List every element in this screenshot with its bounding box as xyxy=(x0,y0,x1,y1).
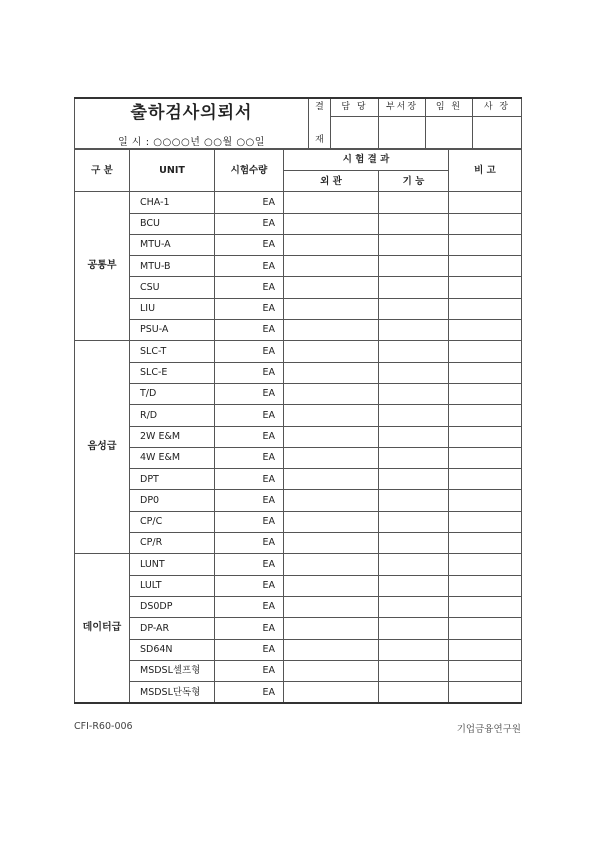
table-row xyxy=(75,234,522,255)
sign-box-dept-head[interactable] xyxy=(379,117,426,149)
qty-cell[interactable]: EA xyxy=(215,618,284,639)
note-cell[interactable] xyxy=(449,596,522,617)
function-result-cell[interactable] xyxy=(379,383,449,404)
group-label: 데이터급 xyxy=(75,554,130,704)
table-row xyxy=(75,298,522,319)
qty-cell[interactable]: EA xyxy=(215,533,284,554)
note-cell[interactable] xyxy=(449,682,522,704)
col-header-qty: 시험수량 xyxy=(215,150,284,192)
unit-name: 4W E&M xyxy=(130,447,215,468)
unit-name: SLC-T xyxy=(130,341,215,362)
qty-cell[interactable]: EA xyxy=(215,660,284,681)
exterior-result-cell[interactable] xyxy=(284,341,379,362)
form-header xyxy=(74,97,522,149)
table-row xyxy=(75,618,522,639)
qty-cell[interactable]: EA xyxy=(215,447,284,468)
exterior-result-cell[interactable] xyxy=(284,618,379,639)
function-result-cell[interactable] xyxy=(379,554,449,575)
approver-executive: 임 원 xyxy=(426,98,473,117)
function-result-cell[interactable] xyxy=(379,682,449,704)
col-header-note: 비 고 xyxy=(449,150,522,192)
table-row xyxy=(75,511,522,532)
organization-name: 기업금융연구원 xyxy=(456,724,521,735)
unit-name: T/D xyxy=(130,383,215,404)
title-cell xyxy=(75,98,309,149)
unit-name: R/D xyxy=(130,405,215,426)
note-cell[interactable] xyxy=(449,490,522,511)
note-cell[interactable] xyxy=(449,639,522,660)
qty-cell[interactable]: EA xyxy=(215,639,284,660)
unit-name: CP/R xyxy=(130,533,215,554)
note-cell[interactable] xyxy=(449,469,522,490)
qty-cell[interactable]: EA xyxy=(215,426,284,447)
table-row xyxy=(75,192,522,213)
table-row xyxy=(75,533,522,554)
qty-cell[interactable]: EA xyxy=(215,511,284,532)
exterior-result-cell[interactable] xyxy=(284,234,379,255)
table-row xyxy=(75,596,522,617)
exterior-result-cell[interactable] xyxy=(284,426,379,447)
function-result-cell[interactable] xyxy=(379,533,449,554)
function-result-cell[interactable] xyxy=(379,256,449,277)
table-row xyxy=(75,554,522,575)
table-row xyxy=(75,426,522,447)
note-cell[interactable] xyxy=(449,383,522,404)
approval-label xyxy=(309,98,331,149)
exterior-result-cell[interactable] xyxy=(284,575,379,596)
exterior-result-cell[interactable] xyxy=(284,383,379,404)
function-result-cell[interactable] xyxy=(379,618,449,639)
exterior-result-cell[interactable] xyxy=(284,277,379,298)
function-result-cell[interactable] xyxy=(379,405,449,426)
function-result-cell[interactable] xyxy=(379,596,449,617)
group-label: 공통부 xyxy=(75,192,130,341)
qty-cell[interactable]: EA xyxy=(215,682,284,704)
unit-name: LUNT xyxy=(130,554,215,575)
table-row xyxy=(75,277,522,298)
note-cell[interactable] xyxy=(449,426,522,447)
unit-name: CSU xyxy=(130,277,215,298)
note-cell[interactable] xyxy=(449,660,522,681)
approval-label-bottom: 재 xyxy=(315,134,324,145)
qty-cell[interactable]: EA xyxy=(215,362,284,383)
approver-president: 사 장 xyxy=(473,98,522,117)
note-cell[interactable] xyxy=(449,234,522,255)
qty-cell[interactable]: EA xyxy=(215,554,284,575)
exterior-result-cell[interactable] xyxy=(284,682,379,704)
qty-cell[interactable]: EA xyxy=(215,405,284,426)
unit-name: MTU-A xyxy=(130,234,215,255)
exterior-result-cell[interactable] xyxy=(284,533,379,554)
unit-name: BCU xyxy=(130,213,215,234)
unit-name: DP-AR xyxy=(130,618,215,639)
note-cell[interactable] xyxy=(449,256,522,277)
unit-name: SD64N xyxy=(130,639,215,660)
unit-name: LIU xyxy=(130,298,215,319)
function-result-cell[interactable] xyxy=(379,575,449,596)
qty-cell[interactable]: EA xyxy=(215,192,284,213)
note-cell[interactable] xyxy=(449,405,522,426)
table-row xyxy=(75,490,522,511)
table-row xyxy=(75,405,522,426)
function-result-cell[interactable] xyxy=(379,341,449,362)
function-result-cell[interactable] xyxy=(379,469,449,490)
function-result-cell[interactable] xyxy=(379,298,449,319)
sign-box-executive[interactable] xyxy=(426,117,473,149)
qty-cell[interactable]: EA xyxy=(215,490,284,511)
function-result-cell[interactable] xyxy=(379,660,449,681)
approval-label-top: 결 xyxy=(315,101,324,112)
qty-cell[interactable]: EA xyxy=(215,575,284,596)
approver-staff: 담 당 xyxy=(331,98,379,117)
table-row xyxy=(75,383,522,404)
exterior-result-cell[interactable] xyxy=(284,298,379,319)
qty-cell[interactable]: EA xyxy=(215,213,284,234)
table-row xyxy=(75,682,522,704)
qty-cell[interactable]: EA xyxy=(215,277,284,298)
note-cell[interactable] xyxy=(449,192,522,213)
unit-name: CP/C xyxy=(130,511,215,532)
function-result-cell[interactable] xyxy=(379,490,449,511)
exterior-result-cell[interactable] xyxy=(284,447,379,468)
exterior-result-cell[interactable] xyxy=(284,511,379,532)
unit-name: PSU-A xyxy=(130,320,215,341)
table-row xyxy=(75,213,522,234)
unit-name: MTU-B xyxy=(130,256,215,277)
function-result-cell[interactable] xyxy=(379,234,449,255)
qty-cell[interactable]: EA xyxy=(215,383,284,404)
unit-name: MSDSL셀프형 xyxy=(130,660,215,681)
qty-cell[interactable]: EA xyxy=(215,320,284,341)
function-result-cell[interactable] xyxy=(379,213,449,234)
table-row xyxy=(75,575,522,596)
exterior-result-cell[interactable] xyxy=(284,490,379,511)
note-cell[interactable] xyxy=(449,511,522,532)
table-row xyxy=(75,447,522,468)
unit-name: 2W E&M xyxy=(130,426,215,447)
date-line: 일 시 : ○○○○년 ○○월 ○○일 xyxy=(118,137,265,148)
note-cell[interactable] xyxy=(449,341,522,362)
col-header-unit: UNIT xyxy=(130,150,215,192)
unit-name: LULT xyxy=(130,575,215,596)
sign-box-staff[interactable] xyxy=(331,117,379,149)
table-row xyxy=(75,660,522,681)
qty-cell[interactable]: EA xyxy=(215,298,284,319)
note-cell[interactable] xyxy=(449,533,522,554)
document-title: 출하검사의뢰서 xyxy=(130,103,253,123)
unit-name: CHA-1 xyxy=(130,192,215,213)
function-result-cell[interactable] xyxy=(379,320,449,341)
note-cell[interactable] xyxy=(449,447,522,468)
note-cell[interactable] xyxy=(449,277,522,298)
exterior-result-cell[interactable] xyxy=(284,660,379,681)
unit-name: DS0DP xyxy=(130,596,215,617)
exterior-result-cell[interactable] xyxy=(284,362,379,383)
function-result-cell[interactable] xyxy=(379,447,449,468)
exterior-result-cell[interactable] xyxy=(284,213,379,234)
qty-cell[interactable]: EA xyxy=(215,469,284,490)
note-cell[interactable] xyxy=(449,554,522,575)
note-cell[interactable] xyxy=(449,362,522,383)
doc-code: CFI-R60-006 xyxy=(74,721,133,732)
unit-name: DPT xyxy=(130,469,215,490)
note-cell[interactable] xyxy=(449,575,522,596)
table-row xyxy=(75,341,522,362)
inspection-table xyxy=(74,149,522,704)
function-result-cell[interactable] xyxy=(379,362,449,383)
table-row xyxy=(75,256,522,277)
qty-cell[interactable]: EA xyxy=(215,596,284,617)
function-result-cell[interactable] xyxy=(379,511,449,532)
table-row xyxy=(75,639,522,660)
unit-name: DP0 xyxy=(130,490,215,511)
exterior-result-cell[interactable] xyxy=(284,405,379,426)
qty-cell[interactable]: EA xyxy=(215,256,284,277)
exterior-result-cell[interactable] xyxy=(284,192,379,213)
unit-name: SLC-E xyxy=(130,362,215,383)
exterior-result-cell[interactable] xyxy=(284,256,379,277)
unit-name: MSDSL단독형 xyxy=(130,682,215,704)
col-header-exterior: 외 관 xyxy=(284,171,379,192)
table-row xyxy=(75,320,522,341)
note-cell[interactable] xyxy=(449,298,522,319)
function-result-cell[interactable] xyxy=(379,426,449,447)
sign-box-president[interactable] xyxy=(473,117,522,149)
group-label: 음성급 xyxy=(75,341,130,554)
note-cell[interactable] xyxy=(449,320,522,341)
table-row xyxy=(75,362,522,383)
qty-cell[interactable]: EA xyxy=(215,341,284,362)
function-result-cell[interactable] xyxy=(379,639,449,660)
exterior-result-cell[interactable] xyxy=(284,320,379,341)
col-header-result: 시 험 결 과 xyxy=(284,150,449,171)
approver-dept-head: 부서장 xyxy=(379,98,426,117)
col-header-function: 기 능 xyxy=(379,171,449,192)
note-cell[interactable] xyxy=(449,213,522,234)
exterior-result-cell[interactable] xyxy=(284,596,379,617)
qty-cell[interactable]: EA xyxy=(215,234,284,255)
table-row xyxy=(75,469,522,490)
exterior-result-cell[interactable] xyxy=(284,469,379,490)
col-header-group: 구 분 xyxy=(75,150,130,192)
function-result-cell[interactable] xyxy=(379,277,449,298)
inspection-request-form xyxy=(74,97,521,704)
note-cell[interactable] xyxy=(449,618,522,639)
function-result-cell[interactable] xyxy=(379,192,449,213)
exterior-result-cell[interactable] xyxy=(284,554,379,575)
exterior-result-cell[interactable] xyxy=(284,639,379,660)
